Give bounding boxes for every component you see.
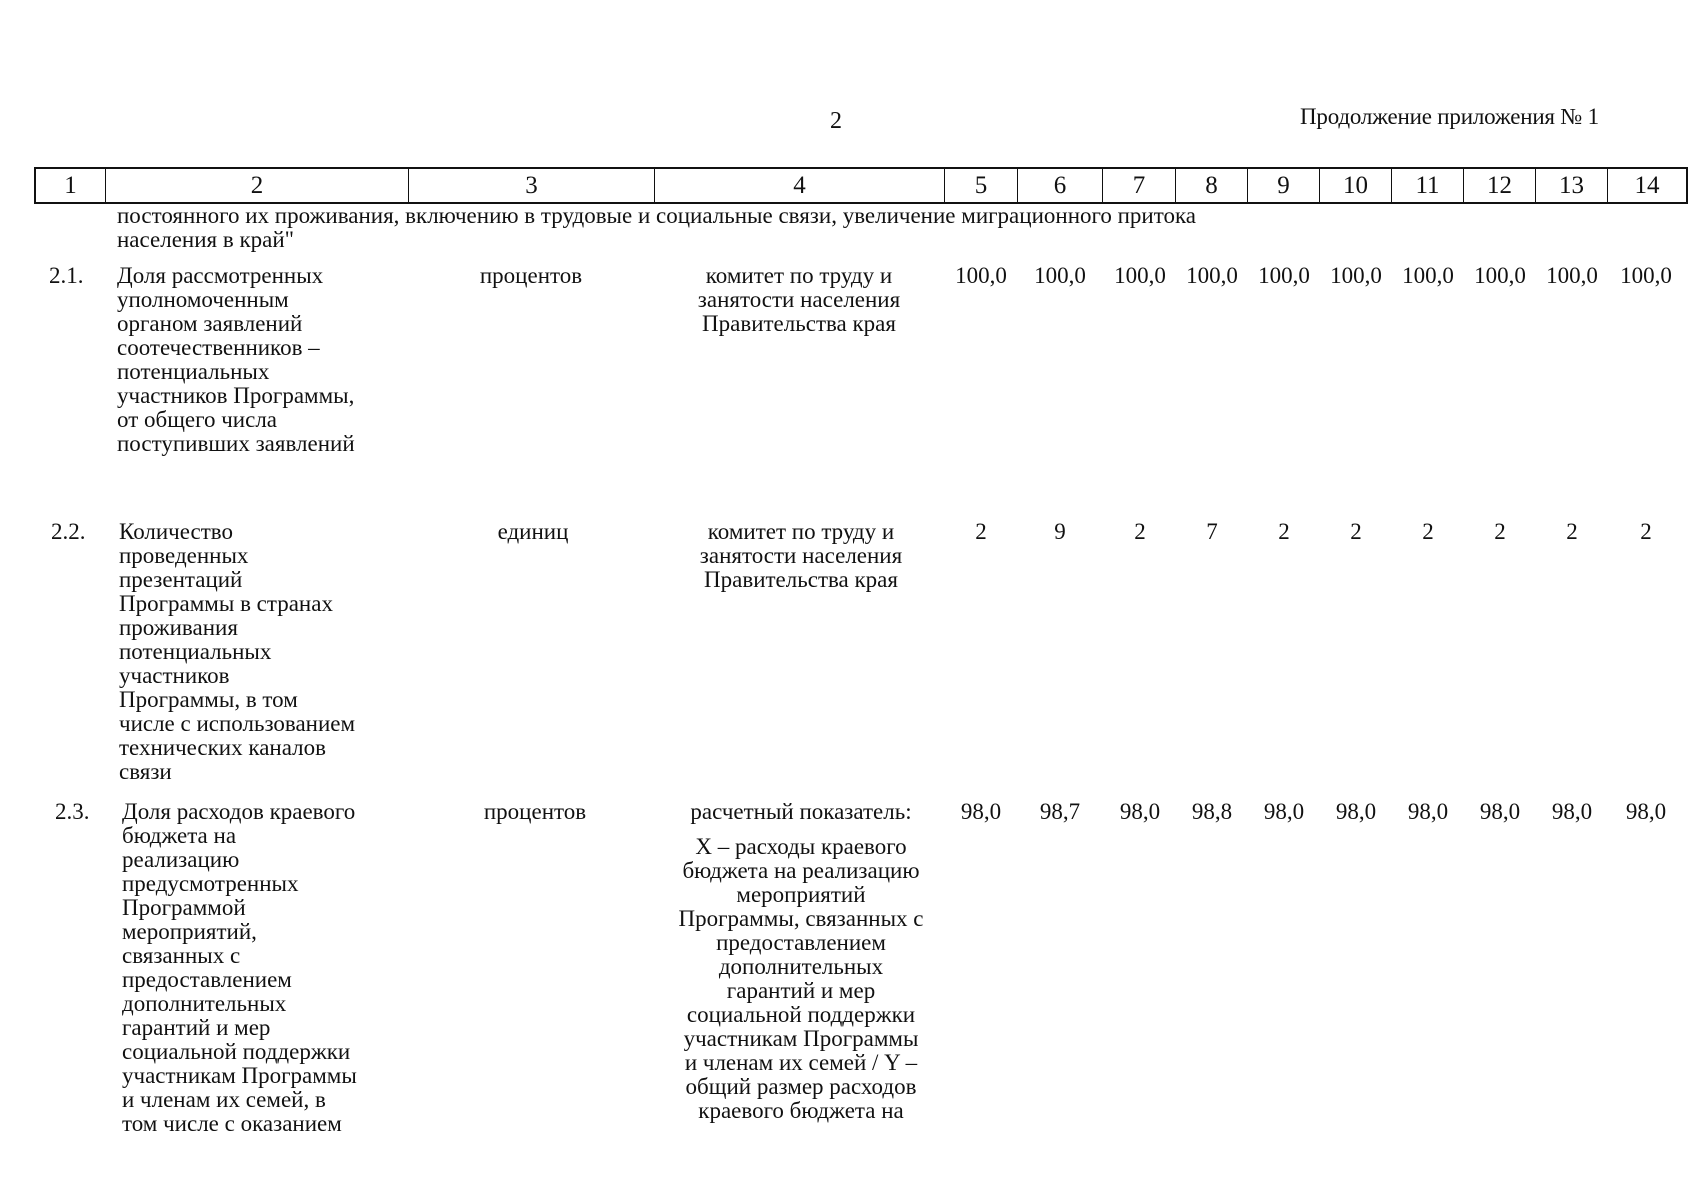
- column-header-3: 3: [409, 169, 655, 202]
- value-col-14: 2: [1640, 519, 1652, 544]
- column-header-2: 2: [106, 169, 409, 202]
- page-number: 2: [830, 108, 842, 134]
- value-col-8: 98,8: [1191, 799, 1233, 824]
- value-col-11: 2: [1422, 519, 1434, 544]
- value-col-7: 98,0: [1119, 799, 1161, 824]
- column-header-1: 1: [36, 169, 106, 202]
- value-col-7: 2: [1134, 519, 1146, 544]
- column-header-11: 11: [1392, 169, 1464, 202]
- column-header-9: 9: [1248, 169, 1320, 202]
- value-col-11: 100,0: [1402, 263, 1454, 288]
- value-col-8: 100,0: [1186, 263, 1238, 288]
- responsible-body: комитет по труду и занятости населения Правительства края: [697, 263, 901, 336]
- value-col-7: 100,0: [1114, 263, 1166, 288]
- row-number: 2.3.: [55, 799, 90, 824]
- value-col-12: 98,0: [1479, 799, 1521, 824]
- unit-of-measure: процентов: [483, 799, 587, 824]
- table-header-row: [34, 167, 1688, 204]
- column-header-4: 4: [655, 169, 945, 202]
- row-number: 2.2.: [51, 519, 86, 544]
- value-col-11: 98,0: [1407, 799, 1449, 824]
- row-number: 2.1.: [49, 263, 84, 288]
- continuation-line: населения в край": [117, 227, 295, 252]
- value-col-9: 98,0: [1263, 799, 1305, 824]
- column-header-10: 10: [1320, 169, 1392, 202]
- calculation-formula: X – расходы краевого бюджета на реализацию мероприятий Программы, связанных с предоставлением дополнительных гарантий и мер социальной поддержки участникам Программы и членам их семей / Y – общий размер расходов краевого бюджета на: [678, 834, 924, 1123]
- value-col-14: 100,0: [1620, 263, 1672, 288]
- indicator-name: Доля расходов краевого бюджета на реализацию предусмотренных Программой мероприятий, связанных с предоставлением дополнительных гарантий и мер социальной поддержки участникам Программы и членам их семей, в том числе с оказанием: [122, 799, 357, 1136]
- calculation-label: расчетный показатель:: [690, 799, 912, 824]
- value-col-6: 9: [1054, 519, 1066, 544]
- value-col-12: 100,0: [1474, 263, 1526, 288]
- unit-of-measure: единиц: [497, 519, 569, 544]
- value-col-6: 98,7: [1039, 799, 1081, 824]
- value-col-5: 2: [975, 519, 987, 544]
- value-col-6: 100,0: [1034, 263, 1086, 288]
- value-col-9: 100,0: [1258, 263, 1310, 288]
- continuation-text: [117, 204, 1527, 252]
- indicator-name: Количество проведенных презентаций Программы в странах проживания потенциальных участников Программы, в том числе с использованием технических каналов связи: [119, 519, 356, 784]
- value-col-5: 100,0: [955, 263, 1007, 288]
- value-col-10: 98,0: [1335, 799, 1377, 824]
- value-col-9: 2: [1278, 519, 1290, 544]
- column-header-7: 7: [1103, 169, 1176, 202]
- value-col-5: 98,0: [960, 799, 1002, 824]
- value-col-13: 98,0: [1551, 799, 1593, 824]
- value-col-10: 2: [1350, 519, 1362, 544]
- value-col-14: 98,0: [1625, 799, 1667, 824]
- responsible-body: комитет по труду и занятости населения Правительства края: [699, 519, 903, 592]
- unit-of-measure: процентов: [479, 263, 583, 288]
- column-header-12: 12: [1464, 169, 1536, 202]
- column-header-6: 6: [1018, 169, 1103, 202]
- value-col-13: 2: [1566, 519, 1578, 544]
- value-col-12: 2: [1494, 519, 1506, 544]
- value-col-8: 7: [1206, 519, 1218, 544]
- column-header-5: 5: [945, 169, 1018, 202]
- column-header-14: 14: [1634, 172, 1660, 199]
- indicator-name: Доля рассмотренных уполномоченным органом заявлений соотечественников – потенциальных участников Программы, от общего числа поступивших заявлений: [117, 263, 355, 456]
- value-col-13: 100,0: [1546, 263, 1598, 288]
- column-header-8: 8: [1176, 169, 1248, 202]
- value-col-10: 100,0: [1330, 263, 1382, 288]
- column-header-13: 13: [1536, 169, 1608, 202]
- appendix-note: Продолжение приложения № 1: [1300, 104, 1599, 129]
- continuation-line: постоянного их проживания, включению в трудовые и социальные связи, увеличение миграционного притока: [117, 203, 1197, 228]
